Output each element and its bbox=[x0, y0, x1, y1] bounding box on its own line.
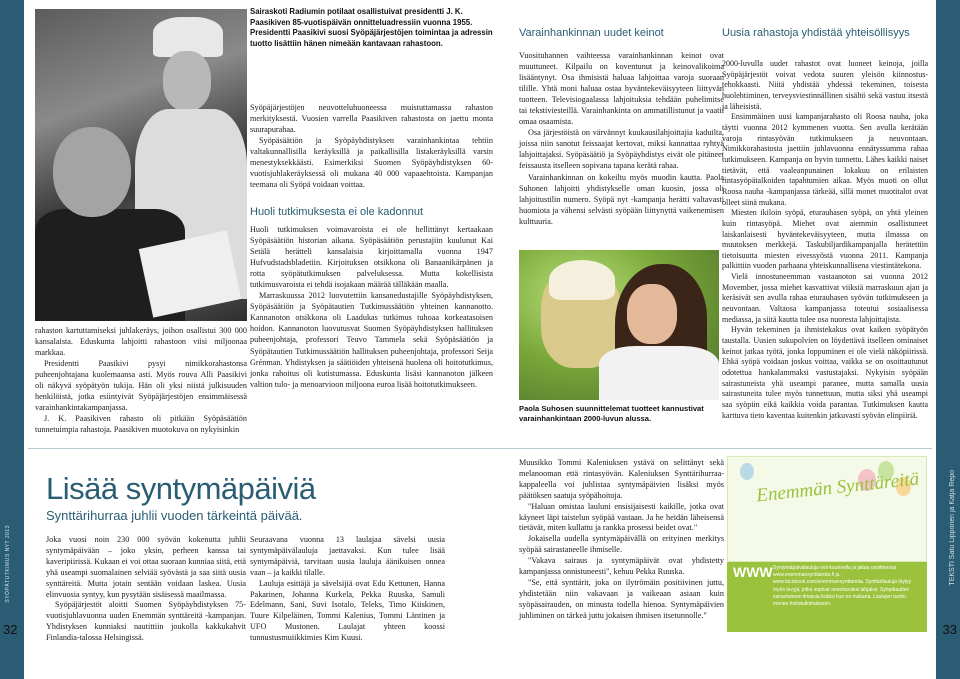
paragraph: Jokaisella uudella syntymäpäivällä on erityinen merkitys syöpää sairastaneelle ihmiselle. bbox=[519, 534, 724, 555]
paragraph: Ensimmäinen uusi kampanjarahasto oli Roosa nauha, joka täytti vuonna 2012 kymmenen vuotta. Sen avulla kerätään varoja rintasyövän tutkimukseen ja neuvontaan. Nimikkorahastosta jaettiin juhlavuonna ennätyssumma rahaa tutkimukseen. Kampanja on hyvin tunnettu. Lähes kaikki naiset tietävät, että vaaleanpunainen lokakuu on erilaisten rintasyöpätalkoiden tapahtumien aikaa. Myös muoti on ollut Roosa nauha -kampanjassa tärkeää, sillä monet muotitalot ovat olleet siinä mukana. bbox=[722, 112, 928, 207]
article-column-2 bbox=[250, 102, 493, 190]
paragraph: Presidentti Paasikivi pysyi nimikkorahastonsa puheenjohtajana kuolemaansa asti. Myös rouva Alli Paasikivi oli näkyvä syöpätyön tukija. Hän oli yksi niistä julkisuuden henkilöistä, jotka esiintyivät Syöpäjärjestöjen ensimmäisessä varainhankintakampanjassa. bbox=[35, 359, 247, 413]
left-edge-label: SYÖPÄTUTKIMUS NYT 2013 bbox=[5, 525, 11, 603]
hat-shape bbox=[549, 260, 615, 300]
paragraph: Syöpäjärjestöjen neuvotteluhuoneessa muistuttamassa rahaston merkityksestä. Vuosien varrella Paasikiven rahastosta on jaettu monta suurapurahaa. bbox=[250, 103, 493, 135]
left-page-edge bbox=[0, 0, 24, 679]
paragraph: 2000-luvulla uudet rahastot ovat luoneet keinoja, joilla Syöpäjärjestöt voivat vedota suuren yleisön kiinnostus-tehokkaasti. Niitä yhdistää yhdessä tekeminen, toisesta huolehtiminen, terveysviestinnällinen sisältö sekä vastuu itsestä ja läheisistä. bbox=[722, 59, 928, 111]
section-divider bbox=[28, 448, 932, 449]
paragraph: Lauluja esittäjä ja sävelsijiä ovat Edu Kettunen, Hanna Pakarinen, Johanna Kurkela, Pekka Ruuska, Samuli Edelmann, Sani, Suvi Isotalo, Teleks, Timo Kiiskinen, Tuure Kilpeläinen, Tommi Kalenius, Tommi Läntinen ja UFO Mustonen. Laulajat yhteen koossi tunnustusmuiikkimies Kim Kuusi. bbox=[250, 578, 445, 643]
article-column-2b bbox=[250, 224, 493, 390]
www-label: WWW bbox=[733, 564, 773, 580]
promo-script-title: Enemmän Synttäreitä bbox=[755, 468, 921, 507]
paragraph: Syöpäjärjestöt aloitti Suomen Syöpäyhdistyksen 75-vuotisjuhlavuonna uuden Enemmän synttäreitä -kampanjan. Yhdistyksen kunniaksi nautittiin joukolla kakkukahvit Finlandia-talossa Helsingissä. bbox=[46, 600, 246, 643]
paragraph: "Vakava sairaus ja syntymäpäivät ovat yhdistetty kampanjassa onnistuneesti", kehuu Pekka Ruuska. bbox=[519, 556, 724, 577]
paragraph: Miesten ikiloin syöpä, eturauhasen syöpä, on yhtä yleinen kuin rintasyöpä. Miehet ovat aiemmin osallistuneet laiskanlaisesti hyväntekeväisyyteen, mutta ilmassa on muutoksen merkkejä. Taskubiljardikampanjalla herätettiin tietoisuutta miesten eivessyöstä vuonna 2011. Kampanja palkittiin vuoden parhaana yhteiskunnallisena viestintätekona. bbox=[722, 208, 928, 271]
man-head-shape bbox=[53, 127, 131, 217]
balloon-icon bbox=[740, 463, 754, 480]
paragraph: Muusikko Tommi Kaleniuksen ystävä on selittänyt sekä melanooman että rintasyövän. Kaleniuksen Synttärihurraa-kappaleella voi juhlistaa syntymäpäivien lisäksi myös päätöksen saatuja syöpähoitoja. bbox=[519, 458, 724, 500]
page-number-left: 32 bbox=[3, 622, 18, 637]
promo-card-image bbox=[727, 456, 927, 562]
article-column-1 bbox=[35, 325, 247, 435]
section-heading-fundraising: Varainhankinnan uudet keinot bbox=[519, 27, 664, 39]
paragraph: Joka vuosi noin 230 000 syövän kokenutta juhlii syntymäpäivään – joko yksin, perheen kanssa tai kaveripiirissä. Kukaan ei voi ottaa suoraan kunniaa siitä, että yhä useampi suomalainen selviää syövästä ja saa siitä uusia synttäreitä. Mutta jotain sentään voidaan laskea. Uusia elinvuosia syntyy, kun pysytään sisäisessä maailmassa. bbox=[46, 535, 246, 599]
bottom-column-3 bbox=[519, 458, 724, 622]
paragraph: rahaston kartuttamiseksi juhlakeräys, joihon osallistui 300 000 kansalaista. Eduskunta lahjoitti rahastoon viisi miljoonaa markkaa. bbox=[35, 326, 247, 358]
right-page-edge bbox=[936, 0, 960, 679]
bottom-column-1 bbox=[46, 535, 246, 644]
paragraph: "Haluan omistaa lauluni ensisijaisesti kaikille, jotka ovat käyneet läpi taistelun syöpää vastaan. Ja he heidän läheisensä tietävät, miten kullattu ja rankka prosessi beidet ovat." bbox=[519, 501, 724, 533]
paragraph: Osa järjestöistä on värvännyt kuukausilahjoittajia kaduilta, joissa niin sanotut feissaajat kertovat, miksi kannattaa ryhtyä lahjoittajaksi. Syöpäsäätiö ja Syöpäyhdistys eivät ole pitäneet feissausta itselleen sopivana tapana kerätä rahaa. bbox=[519, 128, 724, 171]
paragraph: Varainhankinnan on kokeiltu myös muodin kautta. Paola Suhonen lahjoitti yhdistykselle oman kuosin, jossa oli lahjoitustilin numero. Syöpä nyt -kampanja herätti valtavasti huomiota ja vähensi selvästi syöpään liittynyttä vaikenemisen kulttuuria. bbox=[519, 172, 724, 226]
page-number-right: 33 bbox=[942, 622, 957, 637]
woman-face-shape bbox=[627, 284, 677, 344]
paragraph: Marraskuussa 2012 luovutettiin kansanedustajille Syöpäyhdistyksen, Syöpäsäätiön ja Syöpätautien Tutkimussäätiön yhteinen kannanotto. Kannanoton otsikkona oli Laadukas tutkimus tuhoaa korkeatasoisen hoidon. Kannanoton luovutusvat Suomen Syöpäyhdistyksen hallituksen puheenjohtaja, professori Teuvo Tammela sekä Syöpäsäätiön ja Syöpätautien Tutkimussäätiön hallituksen puheenjohtaja, professori Seija Grénman. Yhdistyksen ja säätiöiden yhteisenä huolena oli hoitotutkimus, jonka rahoitus oli kutistumassa. Eduskunta lisäsi kannanoton jälkeen valtion tulo- ja menoarvioon miljoona euroa lisää hoitotutkimukseen. bbox=[250, 291, 493, 389]
paragraph: "Se, että synttärit, joka on ilytrömäin positiivinen juttu, yhdistetään niin vakavaan ja vaikeaan asiaan kuin syöpäsairauden, on minusta todella hienoa. Syntymäpäivien juhliminen on tärkeä juttu jokaisen ihmisen itsetunnolle." bbox=[519, 577, 724, 620]
bottom-article-title: Lisää syntymäpäiviä bbox=[46, 471, 316, 506]
right-edge-label: TEKSTI Satu Lipponen ja Katja Repo bbox=[949, 470, 956, 586]
paragraph: Vuosituhannen vaihteessa varainhankinnan keinot ovat muuttuneet. Kilpailu on koventunut ja keinovalikoima lisääntynyt. Osa ihmisistä haluaa lahjoittaa varoja suoraan tilille. Yhtä moni haluaa ostaa hyväntekeväisyyteen liittyvän tuotteen. Televisiogaalassa lahjoituksia tehdään puhelimitse tai tekstiviesteillä. Varainhankinta on ammatillistunut ja vaatii omaa osaamista. bbox=[519, 51, 724, 127]
promo-info-box bbox=[727, 562, 927, 632]
nurse-face-shape bbox=[163, 51, 211, 111]
paragraph: Huoli tutkimuksen voimavaroista ei ole hellittänyt kertaakaan Syöpäsäätiön historian aikana. Syöpäsäätiön perustajiin kuulunut Kai Setälä herätteli kansalaisia kirjoittamalla vuonna 1947 Hufvudstadsbladetiin. Kirjoituksen otsikkona oli Banaanikärpänen ja rotta syöpätutkimuksen palveluksessa. Mutta kokellisista tutkimusvaroista ei tehdä isojakaan määrää tälläkään maalla. bbox=[250, 225, 493, 290]
paragraph: Seuraavana vuonna 13 laulajaa sävelsi uusia syntymäpäivälauluja jaettavaksi. Kun tulee lisää syntymäpäiviä, tarvitaan uusia lauluja äänikuisen onneа vaan – ja kaikki tilalle. bbox=[250, 535, 445, 577]
paragraph: Hyvän tekeminen ja ihmistekakus ovat kaiken syöpätyön taustalla. Uusien sukupolvien on löydettävä itselleen ominaiset keinot jatkaa työtä, jonka loppuminen ei ole vielä näköpiirissä. Ehkä syöpä voidaan joskus voittaa, vaikka se on osoittautunut odotettua hankalammaksi vastustajaksi. Nykyisin syöpään sairastuneista yhä useampi paranee, mutta samalla uusia sairastuneita tulee myös tunnettuun, mutta siksi yhä useampi saa syöpiin eikä kaikkia voida parantaa. Tutkimuksen kautta karttuva tieto kaventaa kuitenkin jatkuvasti syövän elinpiiriä. bbox=[722, 325, 928, 420]
paragraph: Vielä innostuneemman vastaanoton sai vuonna 2012 Movember, jossa miehet kasvattivat viiksiä marraskuun ajan ja keräsivät sen avulla rahaa eturauhasen syövän tutkimukseen ja neuvontaan. Valtaosa kampanjassa toteutui sosiaalisessa mediassa, ja siitä kautta tulee osa nuoresta lahjoittajista. bbox=[722, 272, 928, 324]
section-heading-new-funds: Uusia rahastoja yhdistää yhteisöllisyys bbox=[722, 27, 910, 39]
article-column-4 bbox=[722, 59, 928, 421]
bottom-article-subtitle: Synttärihurraa juhlii vuoden tärkeintä päivää. bbox=[46, 508, 303, 523]
article-column-3 bbox=[519, 50, 724, 227]
historical-photo-caption: Sairaskoti Radiumin potilaat osallistuivat presidentti J. K. Paasikiven 85-vuotispäivän onnitteluadressiin vuonna 1955. Presidentti Paasikivi suosi Syöpäjärjestöjen toimintaa ja adressin tuotto lisättiin hänen nimeään kantavaan rahastoon. bbox=[250, 7, 493, 48]
bottom-column-2 bbox=[250, 535, 445, 644]
paragraph: J. K. Paasikiven rahasto oli pitkään Syöpäsäätiön tunnetuimpia rahastoja. Paasikiven muotokuva on nykyisinkin bbox=[35, 414, 247, 435]
section-heading-research: Huoli tutkimuksesta ei ole kadonnut bbox=[250, 206, 424, 218]
paragraph: Syöpäsäätiön ja Syöpäyhdistyksen varainhankintaa tehtiin valtakunnallisilla keräyksillä ja paikallisilla listakeräyksillä varsin menestyksekkäästi. Esimerkiksi Suomen Syöpäyhdistyksen 60-vuotisjuhlakeräyksessä oli mukana 40 000 vapaaehtoista. Kampanjan teemana oli Syöpä voidaan voittaa. bbox=[250, 136, 493, 190]
historical-photo bbox=[35, 9, 247, 321]
fashion-photo bbox=[519, 250, 719, 400]
woman-body-shape bbox=[599, 346, 719, 400]
promo-info-text: Syntymäpäivälauluja voit kuunnella ja jakaa osoitteessa www.enemmansynttareita.fi ja www.facebook.com/enemmansynttareita. Synttärilauluja löytyy myös levyjä, jotka sopivat annettavaksi lahjaksi. Syöpätautien sairastuneen ilmaisia lisäksi kun ne mukana. Laulujen tuotto menee hoitotutkimukseen. bbox=[773, 565, 912, 608]
fashion-photo-caption: Paola Suhosen suunnittelemat tuotteet kannustivat varainhankintaan 2000-luvun alussa. bbox=[519, 404, 704, 423]
